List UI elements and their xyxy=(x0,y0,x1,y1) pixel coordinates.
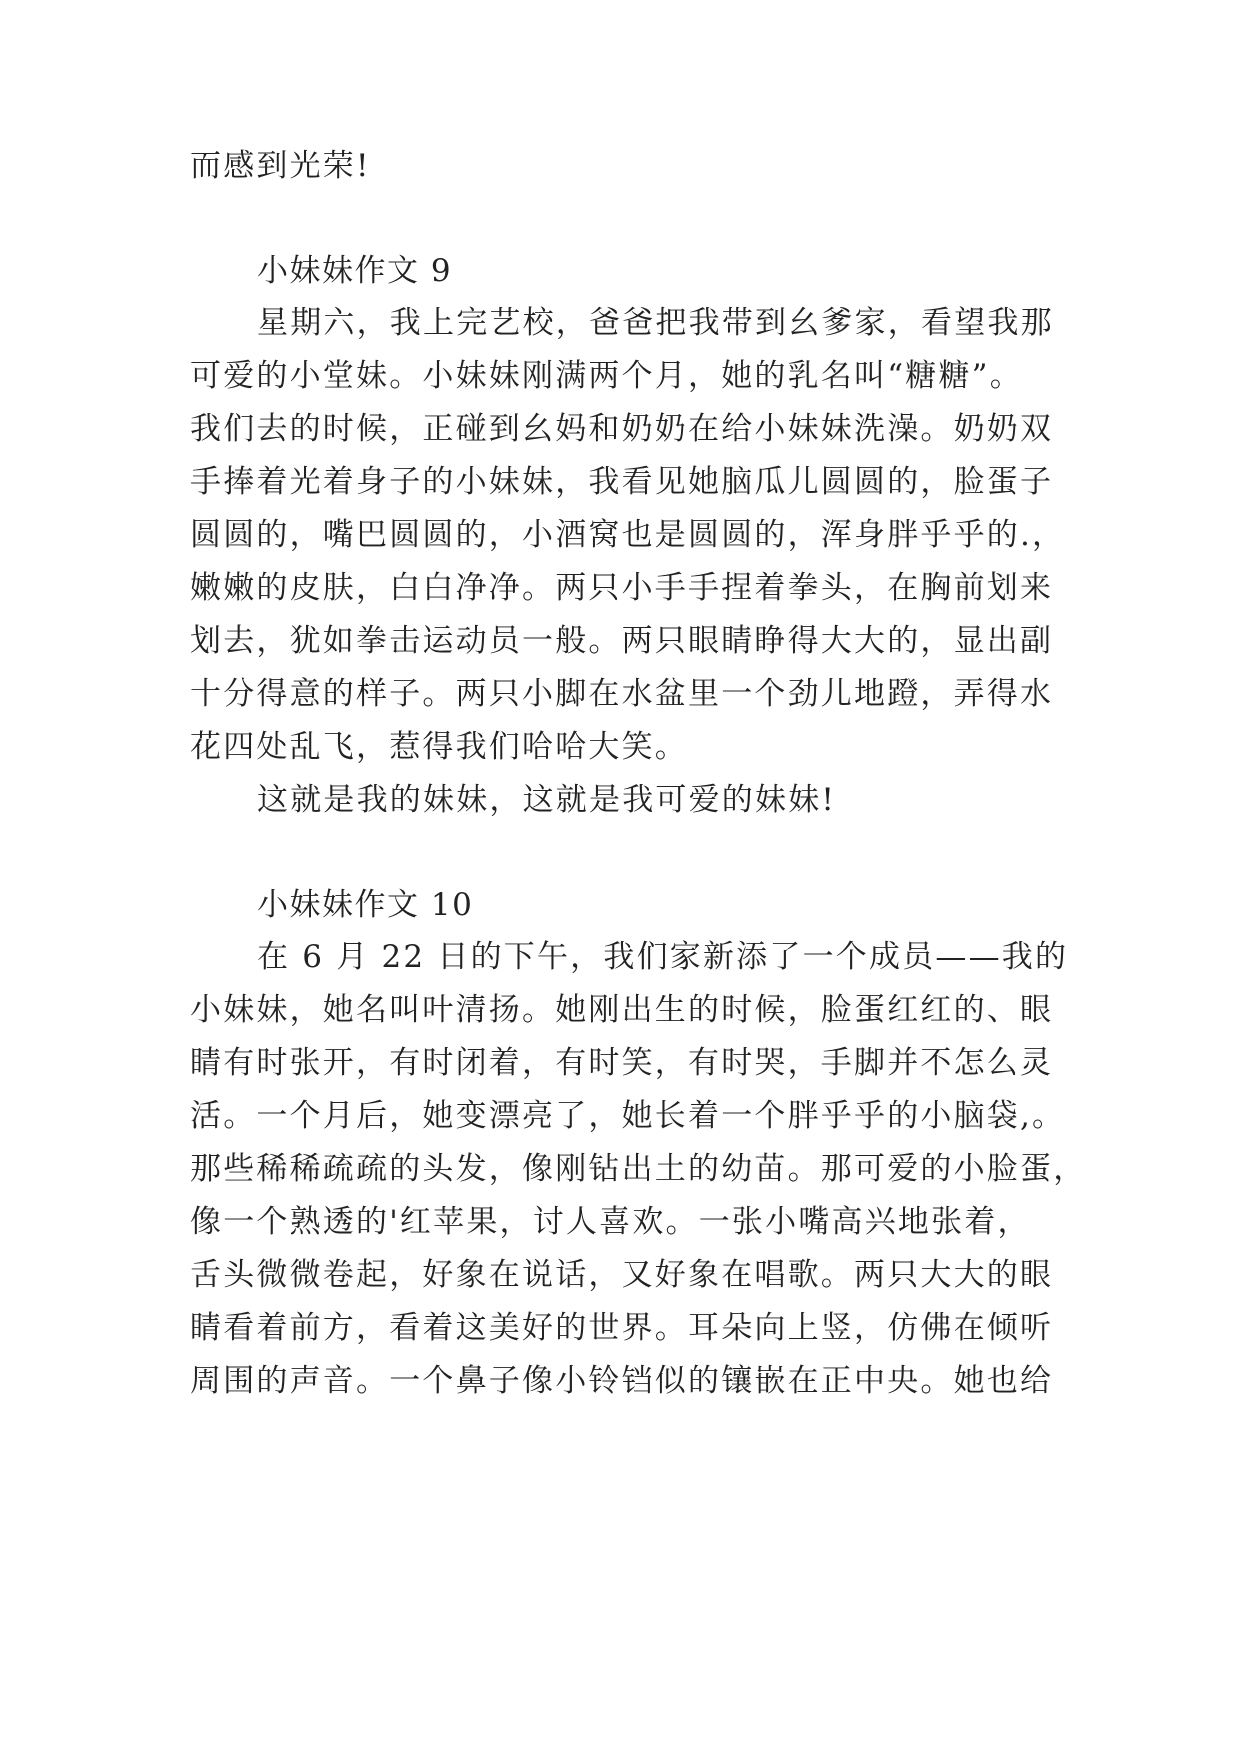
essay-10-line: 那些稀稀疏疏的头发，像刚钻出土的幼苗。那可爱的小脸蛋， xyxy=(190,1151,1087,1187)
essay-9-line: 嫩嫩的皮肤，白白净净。两只小手手捏着拳头，在胸前划来 xyxy=(190,570,1054,606)
essay-9-line: 花四处乱飞，惹得我们哈哈大笑。 xyxy=(190,729,688,765)
essay-10-title: 小妹妹作文 10 xyxy=(257,887,474,923)
essay-9-line: 手捧着光着身子的小妹妹，我看见她脑瓜儿圆圆的，脸蛋子 xyxy=(190,464,1054,500)
essay-9-closing: 这就是我的妹妹，这就是我可爱的妹妹! xyxy=(257,782,837,818)
essay-9-line: 十分得意的样子。两只小脚在水盆里一个劲儿地蹬，弄得水 xyxy=(190,676,1054,712)
essay-9-line: 星期六，我上完艺校，爸爸把我带到幺爹家，看望我那 xyxy=(257,305,1054,341)
essay-10-line: 小妹妹，她名叫叶清扬。她刚出生的时候，脸蛋红红的、眼 xyxy=(190,992,1054,1028)
essay-10-line: 舌头微微卷起，好象在说话，又好象在唱歌。两只大大的眼 xyxy=(190,1257,1054,1293)
essay-10-line: 在 6 月 22 日的下午，我们家新添了一个成员——我的 xyxy=(257,939,1069,975)
essay-10-line: 睛有时张开，有时闭着，有时笑，有时哭，手脚并不怎么灵 xyxy=(190,1045,1054,1081)
essay-10-line: 像一个熟透的'红苹果，讨人喜欢。一张小嘴高兴地张着， xyxy=(190,1204,1031,1240)
essay-10-line: 活。一个月后，她变漂亮了，她长着一个胖乎乎的小脑袋,。 xyxy=(190,1098,1066,1134)
essay-10-line: 周围的声音。一个鼻子像小铃铛似的镶嵌在正中央。她也给 xyxy=(190,1363,1054,1399)
essay-10-line: 睛看着前方，看着这美好的世界。耳朵向上竖，仿佛在倾听 xyxy=(190,1310,1054,1346)
opening-line: 而感到光荣! xyxy=(190,148,371,184)
essay-9-title: 小妹妹作文 9 xyxy=(257,253,453,289)
essay-9-line: 圆圆的，嘴巴圆圆的，小酒窝也是圆圆的，浑身胖乎乎的.， xyxy=(190,517,1066,553)
essay-9-line: 可爱的小堂妹。小妹妹刚满两个月，她的乳名叫“糖糖”。 xyxy=(190,358,1023,394)
essay-9-line: 划去，犹如拳击运动员一般。两只眼睛睁得大大的，显出副 xyxy=(190,623,1054,659)
essay-9-line: 我们去的时候，正碰到幺妈和奶奶在给小妹妹洗澡。奶奶双 xyxy=(190,411,1054,447)
